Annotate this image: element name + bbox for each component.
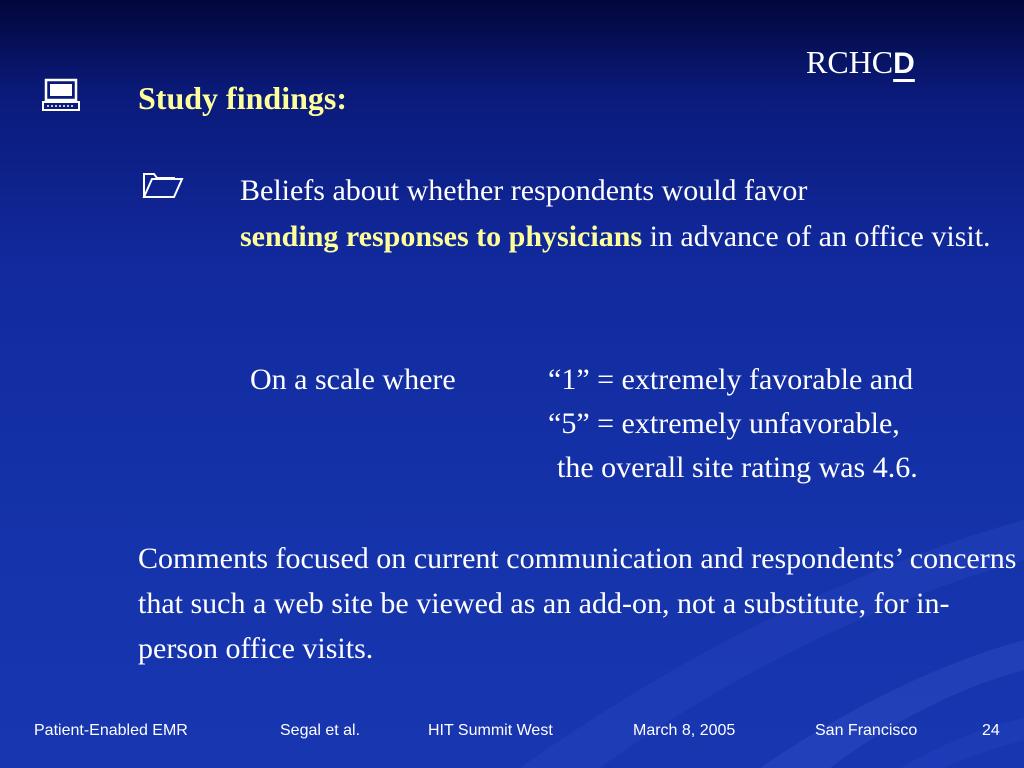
slide-heading: Study findings: xyxy=(138,80,347,116)
rchcd-logo xyxy=(806,44,915,81)
beliefs-bullet xyxy=(240,168,1010,260)
footer-event: HIT Summit West xyxy=(428,722,553,739)
folder-icon xyxy=(140,170,184,200)
scale-lead: On a scale where xyxy=(250,363,456,396)
bullet-line-1: Beliefs about whether respondents would favor xyxy=(240,174,808,207)
computer-icon xyxy=(42,78,80,112)
scale-line-2: “5” = extremely unfavorable, xyxy=(548,407,900,440)
bullet-rest: in advance of an office visit. xyxy=(642,220,991,253)
logo-prefix: RCHC xyxy=(806,44,894,80)
scale-line-1: “1” = extremely favorable and xyxy=(548,363,914,396)
scale-line-3: the overall site rating was 4.6. xyxy=(557,451,918,484)
bullet-emphasis: sending responses to physicians xyxy=(240,220,643,253)
footer-location: San Francisco xyxy=(815,722,918,739)
scale-definition xyxy=(548,358,918,490)
logo-suffix: D xyxy=(893,47,915,80)
page-number: 24 xyxy=(982,722,1000,739)
footer-date: March 8, 2005 xyxy=(633,722,736,739)
slide-footer xyxy=(0,720,1024,744)
footer-authors: Segal et al. xyxy=(280,722,361,739)
footer-title: Patient-Enabled EMR xyxy=(34,722,188,739)
comments-paragraph: Comments focused on current communication and respondents’ concerns that such a web site be viewed as an add-on, not a substitute, for in-person office visits. xyxy=(138,542,1017,665)
